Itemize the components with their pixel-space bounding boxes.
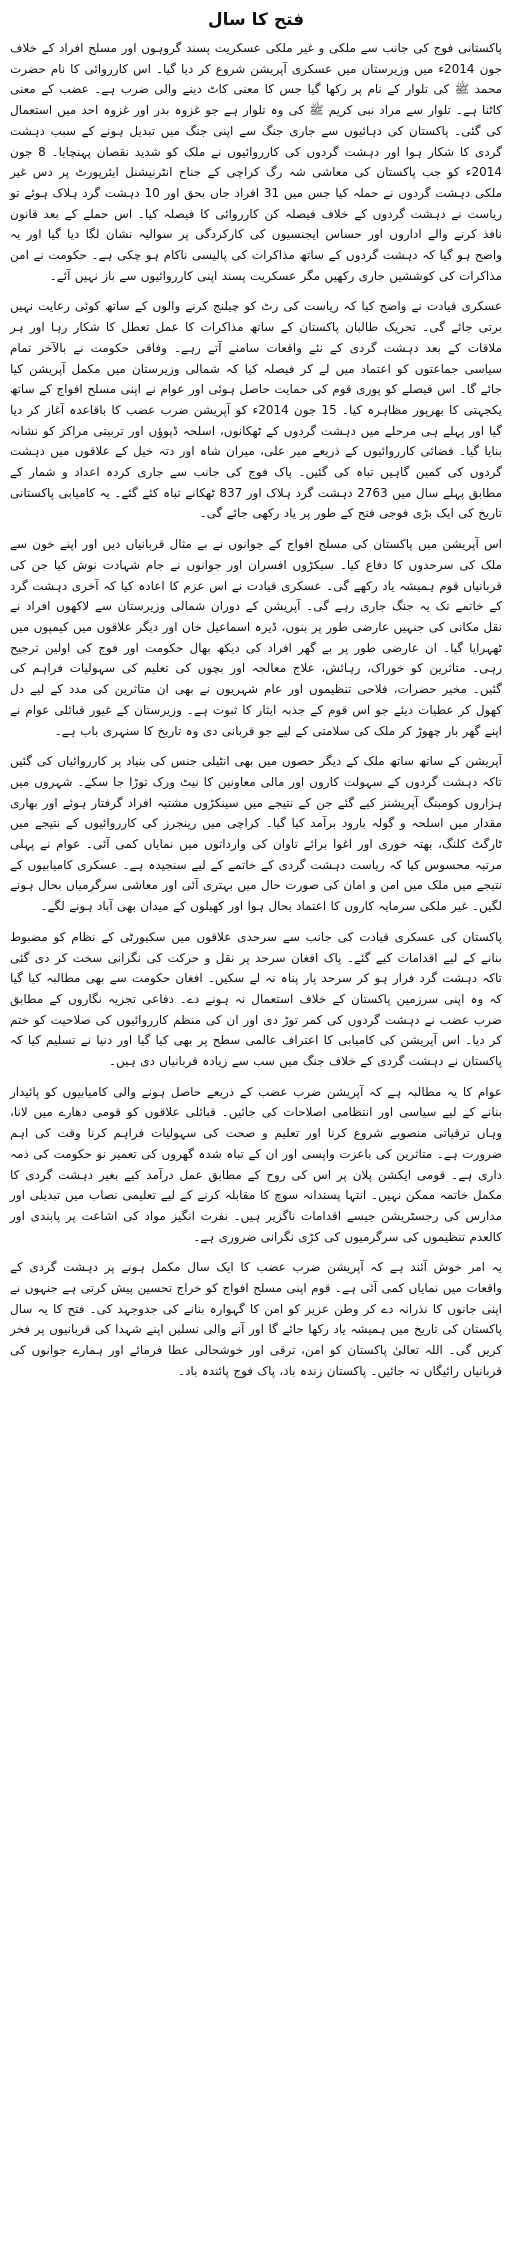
article-paragraph: پاکستانی فوج کی جانب سے ملکی و غیر ملکی عسکریت پسند گروہوں اور مسلح افراد کے خلاف جون 2014ء میں وزیرستان میں عسکری آپریشن شروع کر دیا گیا۔ اس کارروائی کا نام حضرت محمد ﷺ کی تلوار کے نام پر رکھا گیا جس کا معنی کاٹ دینے والی ضرب ہے۔ عضب کے معنی کاٹنا ہے۔ تلوار سے مراد نبی کریم ﷺ کی وہ تلوار ہے جو غزوہ بدر اور غزوہ احد میں استعمال کی گئی۔ پاکستان کی دہائیوں سے جاری جنگ سے اپنی جنگ میں تبدیل ہونے کے سبب دہشت گردی کا شکار ہوا اور دہشت گردوں کی کارروائیوں نے ملک کو شدید نقصان پہنچایا۔ 8 جون 2014ء کو جب پاکستان کی معاشی شہ رگ کراچی کے جناح انٹرنیشنل ایئرپورٹ پر دس غیر ملکی دہشت گردوں نے حملہ کیا جس میں 31 افراد جاں بحق اور 10 دہشت گرد ہلاک ہوئے تو ریاست نے دہشت گردوں کے خلاف فیصلہ کن کارروائی کا فیصلہ کیا۔ اس حملے کے بعد قانون نافذ کرنے والے اداروں اور حساس ایجنسیوں کی کارکردگی پر سوالیہ نشان لگا دیا گیا اور یہ واضح ہو گیا کہ دہشت گردوں کے ساتھ مذاکرات کی پالیسی ناکام ہو چکی ہے۔ حکومت نے امن مذاکرات کی کوششیں جاری رکھیں مگر عسکریت پسند اپنی کارروائیوں سے باز نہیں آئے۔: [10, 41, 502, 283]
article-paragraph: یہ امر خوش آئند ہے کہ آپریشن ضرب عضب کا ایک سال مکمل ہونے پر دہشت گردی کے واقعات میں نمایاں کمی آئی ہے۔ قوم اپنی مسلح افواج کو خراج تحسین پیش کرتی ہے جنہوں نے اپنی جانوں کا نذرانہ دے کر وطن عزیز کو امن کا گہوارہ بنانے کی جدوجہد کی۔ فتح کا یہ سال پاکستان کی تاریخ میں ہمیشہ یاد رکھا جائے گا اور آنے والی نسلیں اپنے شہدا کی قربانیوں پر فخر کریں گی۔ اللہ تعالیٰ پاکستان کو امن، ترقی اور خوشحالی عطا فرمائے اور ہمارے جوانوں کی قربانیاں رائیگاں نہ جائیں۔ پاکستان زندہ باد، پاک فوج پائندہ باد۔: [10, 1260, 502, 1378]
article-paragraph: عوام کا یہ مطالبہ ہے کہ آپریشن ضرب عضب کے ذریعے حاصل ہونے والی کامیابیوں کو پائیدار بنانے کے لیے سیاسی اور انتظامی اصلاحات کی جائیں۔ قبائلی علاقوں کو قومی دھارے میں لانا، وہاں ترقیاتی منصوبے شروع کرنا اور تعلیم و صحت کی سہولیات فراہم کرنا وقت کی اہم ضرورت ہے۔ متاثرین کی باعزت واپسی اور ان کے تباہ شدہ گھروں کی تعمیر نو حکومت کی ذمہ داری ہے۔ قومی ایکشن پلان پر اس کی روح کے مطابق عمل درآمد کیے بغیر دہشت گردی کا مکمل خاتمہ ممکن نہیں۔ انتہا پسندانہ سوچ کا مقابلہ کرنے کے لیے تعلیمی نصاب میں تبدیلی اور مدارس کی رجسٹریشن جیسے اقدامات ناگزیر ہیں۔ نفرت انگیز مواد کی اشاعت پر پابندی اور کالعدم تنظیموں کی سرگرمیوں کی کڑی نگرانی ضروری ہے۔: [10, 1084, 502, 1244]
article-paragraph: آپریشن کے ساتھ ساتھ ملک کے دیگر حصوں میں بھی انٹیلی جنس کی بنیاد پر کارروائیاں کی گئیں تاکہ دہشت گردوں کے سہولت کاروں اور مالی معاونین کا نیٹ ورک توڑا جا سکے۔ شہروں میں ہزاروں کومبنگ آپریشنز کیے گئے جن کے نتیجے میں سینکڑوں مشتبہ افراد گرفتار ہوئے اور بھاری مقدار میں اسلحہ و گولہ بارود برآمد کیا گیا۔ کراچی میں رینجرز کی کارروائیوں کے نتیجے میں ٹارگٹ کلنگ، بھتہ خوری اور اغوا برائے تاوان کی وارداتوں میں نمایاں کمی آئی۔ عوام نے پہلی مرتبہ محسوس کیا کہ ریاست دہشت گردی کے خاتمے کے لیے سنجیدہ ہے۔ عسکری کامیابیوں کے نتیجے میں ملک میں امن و امان کی صورت حال میں بہتری آئی اور معاشی سرگرمیاں بحال ہونے لگیں۔ غیر ملکی سرمایہ کاروں کا اعتماد بحال ہوا اور کھیلوں کے میدان بھی آباد ہونے لگے۔: [10, 754, 502, 914]
article-paragraph: پاکستان کی عسکری قیادت کی جانب سے سرحدی علاقوں میں سکیورٹی کے نظام کو مضبوط بنانے کے لیے اقدامات کیے گئے۔ پاک افغان سرحد پر نقل و حرکت کی نگرانی سخت کر دی گئی تاکہ دہشت گرد فرار ہو کر سرحد پار پناہ نہ لے سکیں۔ افغان حکومت سے بھی مطالبہ کیا گیا کہ وہ اپنی سرزمین پاکستان کے خلاف استعمال نہ ہونے دے۔ دفاعی تجزیہ نگاروں کے مطابق ضرب عضب نے دہشت گردوں کی کمر توڑ دی اور ان کی منظم کارروائیوں کی صلاحیت کو ختم کر دیا۔ اس آپریشن کی کامیابی کا اعتراف عالمی سطح پر بھی کیا گیا اور دنیا نے تسلیم کیا کہ پاکستان نے دہشت گردی کے خلاف جنگ میں سب سے زیادہ قربانیاں دی ہیں۔: [10, 929, 502, 1069]
article-body: [10, 38, 502, 1382]
article-title: فتح کا سال: [207, 10, 305, 30]
article-paragraph: اس آپریشن میں پاکستان کی مسلح افواج کے جوانوں نے بے مثال قربانیاں دیں اور اپنے خون سے ملک کی سرحدوں کا دفاع کیا۔ سیکڑوں افسران اور جوانوں نے جام شہادت نوش کیا جن کی قربانیاں قوم ہمیشہ یاد رکھے گی۔ عسکری قیادت نے اس عزم کا اعادہ کیا کہ آخری دہشت گرد کے خاتمے تک یہ جنگ جاری رہے گی۔ آپریشن کے دوران شمالی وزیرستان سے لاکھوں افراد نے نقل مکانی کی جنہیں عارضی طور پر بنوں، ڈیرہ اسماعیل خان اور دیگر علاقوں میں کیمپوں میں ٹھہرایا گیا۔ ان عارضی طور پر بے گھر افراد کی دیکھ بھال حکومت اور فوج کی اولین ترجیح رہی۔ متاثرین کو خوراک، رہائش، علاج معالجہ اور بچوں کی تعلیم کی سہولیات فراہم کی گئیں۔ مخیر حضرات، فلاحی تنظیموں اور عام شہریوں نے بھی ان متاثرین کی مدد کے لیے دل کھول کر عطیات دیئے جو اس قوم کے جذبہ ایثار کا ثبوت ہے۔ وزیرستان کے غیور قبائلی عوام نے اپنے گھر بار چھوڑ کر ملک کی سلامتی کے لیے جو قربانی دی وہ تاریخ کا سنہری باب ہے۔: [10, 537, 502, 738]
article-paragraph: عسکری قیادت نے واضح کیا کہ ریاست کی رٹ کو چیلنج کرنے والوں کے ساتھ کوئی رعایت نہیں برتی جائے گی۔ تحریک طالبان پاکستان کے ساتھ مذاکرات کا عمل تعطل کا شکار رہا اور ہر ملاقات کے بعد دہشت گردی کے نئے واقعات سامنے آتے رہے۔ وفاقی حکومت نے بالآخر تمام سیاسی جماعتوں کو اعتماد میں لے کر فیصلہ کیا کہ شمالی وزیرستان میں مکمل آپریشن کیا جائے گا۔ اس فیصلے کو پوری قوم کی حمایت حاصل ہوئی اور عوام نے اپنی مسلح افواج کے ساتھ یکجہتی کا بھرپور مظاہرہ کیا۔ 15 جون 2014ء کو آپریشن ضرب عضب کا باقاعدہ آغاز کر دیا گیا اور پہلے ہی مرحلے میں دہشت گردوں کے ٹھکانوں، اسلحہ ڈپوؤں اور تربیتی مراکز کو نشانہ بنایا گیا۔ فضائی کارروائیوں کے ذریعے میر علی، میران شاہ اور دتہ خیل کے علاقوں میں دہشت گردوں کی کمین گاہیں تباہ کی گئیں۔ پاک فوج کی جانب سے جاری کردہ اعداد و شمار کے مطابق پہلے سال میں 2763 دہشت گرد ہلاک اور 837 ٹھکانے تباہ کئے گئے۔ یہ کامیابی پاکستانی تاریخ کی ایک بڑی فوجی فتح کے طور پر یاد رکھی جائے گی۔: [10, 299, 502, 521]
